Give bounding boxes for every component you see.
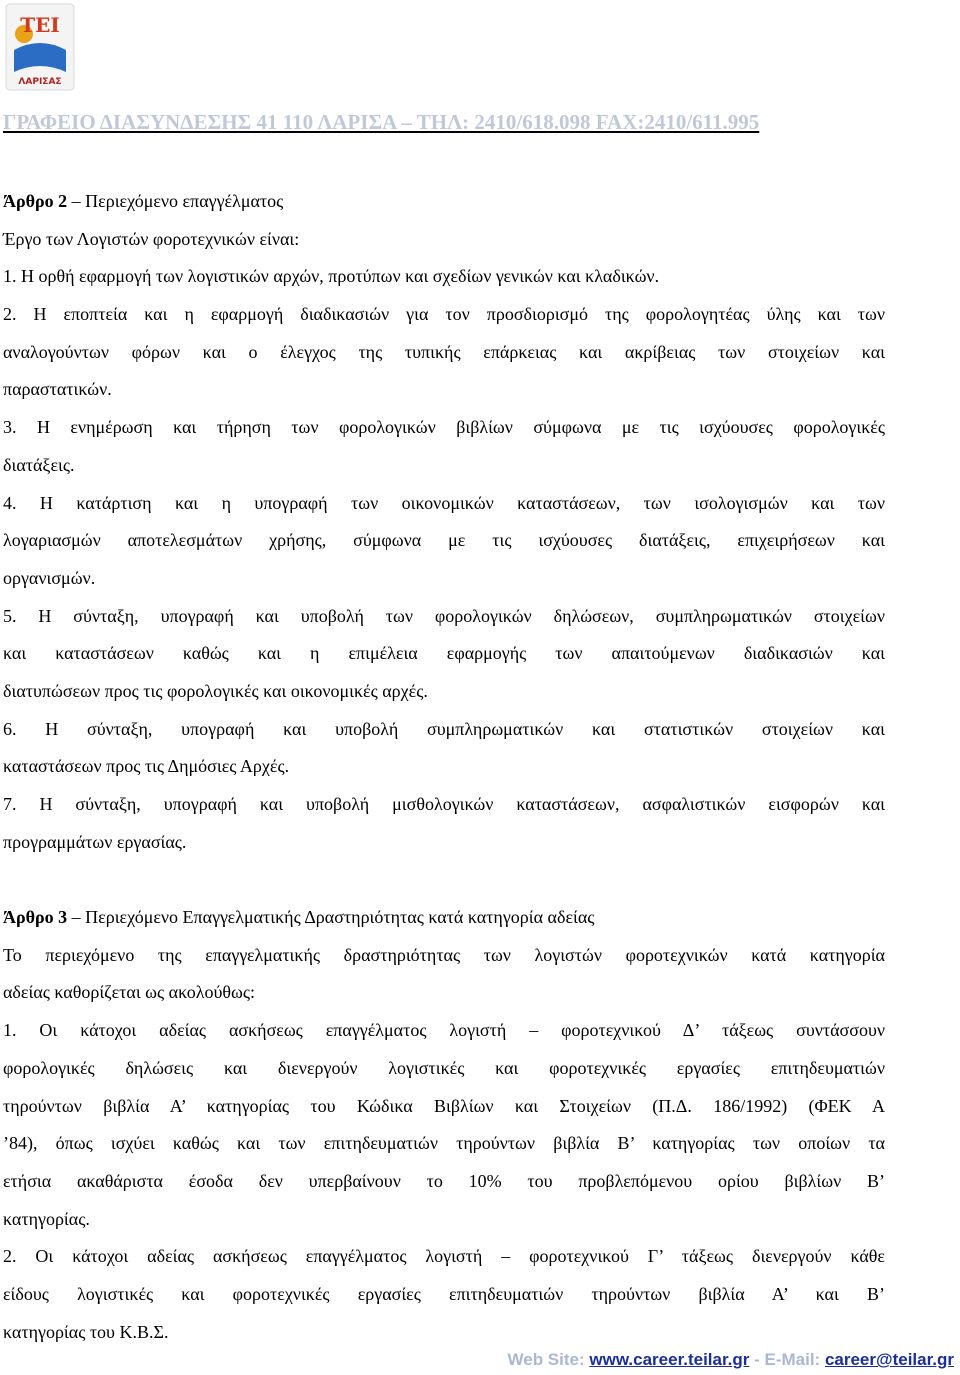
office-header: [3, 110, 953, 135]
paragraph-line: αδείας καθορίζεται ως ακολούθως:: [3, 982, 255, 1003]
paragraph-line: κατηγορίας του Κ.Β.Σ.: [3, 1321, 169, 1342]
paragraph-line: οργανισμών.: [3, 567, 96, 588]
website-label: Web Site:: [507, 1350, 590, 1369]
email-label: E-Mail:: [764, 1350, 825, 1369]
paragraph-line: παραστατικών.: [3, 379, 112, 400]
paragraph-line: 6. Η σύνταξη, υπογραφή και υποβολή συμπληρωματικών και στατιστικών στοιχείων και: [3, 718, 885, 739]
paragraph-line: είδους λογιστικές και φοροτεχνικές εργασίες επιτηδευματιών τηρούντων βιβλία Α’ και Β’: [3, 1283, 885, 1304]
paragraph-line: 7. Η σύνταξη, υπογραφή και υποβολή μισθολογικών καταστάσεων, ασφαλιστικών εισφορών και: [3, 794, 885, 814]
paragraph-line: Το περιεχόμενο της επαγγελματικής δραστηριότητας των λογιστών φοροτεχνικών κατά κατηγορία: [3, 944, 885, 965]
paragraph-line: 3. Η ενημέρωση και τήρηση των φορολογικών βιβλίων σύμφωνα με τις ισχύουσες φορολογικές: [3, 417, 885, 438]
office-header-text: ΓΡΑΦΕΙΟ ΔΙΑΣΥΝΔΕΣΗΣ 41 110 ΛΑΡΙΣΑ – ΤΗΛ: 2410/618.098 FAX:2410/611.995: [3, 110, 760, 134]
paragraph-line: και καταστάσεων καθώς και η επιμέλεια εφαρμογής των απαιτούμενων διαδικασιών και: [3, 643, 885, 664]
website-link[interactable]: www.career.teilar.gr: [589, 1350, 750, 1369]
article-2-heading: [3, 183, 885, 221]
article-2-title: – Περιεχόμενο επαγγέλματος: [67, 191, 284, 211]
email-link[interactable]: career@teilar.gr: [824, 1350, 954, 1369]
logo-label: ΛΑΡΙΣΑΣ: [18, 77, 62, 87]
logo: [4, 2, 76, 92]
paragraph-line: ετήσια ακαθάριστα έσοδα δεν υπερβαίνουν το 10% του προβλεπόμενου ορίου βιβλίων Β’: [3, 1170, 885, 1191]
footer: [508, 1350, 955, 1370]
logo-graphic: [4, 2, 76, 92]
paragraph-line: 4. Η κατάρτιση και η υπογραφή των οικονομικών καταστάσεων, των ισολογισμών και των: [3, 492, 885, 513]
svg-text:ΤΕΙ: ΤΕΙ: [20, 13, 60, 37]
article-3-number: Άρθρο 3: [3, 907, 68, 928]
footer-separator: -: [749, 1350, 765, 1369]
spacer: [3, 861, 885, 899]
paragraph-line: φορολογικές δηλώσεις και διενεργούν λογιστικές και φοροτεχνικές εργασίες επιτηδευματιών: [3, 1057, 885, 1078]
article-3-heading: [3, 899, 885, 937]
paragraph-line: 2. Οι κάτοχοι αδείας ασκήσεως επαγγέλματος λογιστή – φοροτεχνικού Γ’ τάξεως διενεργούν κάθε: [3, 1246, 885, 1267]
paragraph-line: 1. Η ορθή εφαρμογή των λογιστικών αρχών, προτύπων και σχεδίων γενικών και κλαδικών.: [3, 266, 660, 287]
paragraph-line: προγραμμάτων εργασίας.: [3, 831, 187, 852]
paragraph-line: ’84), όπως ισχύει καθώς και των επιτηδευματιών τηρούντων βιβλία Β’ κατηγορίας των οποίων τα: [3, 1133, 885, 1154]
paragraph-line: 5. Η σύνταξη, υπογραφή και υποβολή των φορολογικών δηλώσεων, συμπληρωματικών στοιχείων: [3, 605, 885, 626]
paragraph-line: διατάξεις.: [3, 454, 75, 475]
paragraph-line: 1. Οι κάτοχοι αδείας ασκήσεως επαγγέλματος λογιστή – φοροτεχνικού Δ’ τάξεως συντάσσουν: [3, 1020, 885, 1041]
article-3-title: – Περιεχόμενο Επαγγελματικής Δραστηριότητας κατά κατηγορία αδείας: [67, 907, 595, 928]
paragraph-line: 2. Η εποπτεία και η εφαρμογή διαδικασιών για τον προσδιορισμό της φορολογητέας ύλης και των: [3, 304, 885, 325]
document-body: [3, 183, 885, 1351]
paragraph-line: τηρούντων βιβλία Α’ κατηγορίας του Κώδικα Βιβλίων και Στοιχείων (Π.Δ. 186/1992) (ΦΕΚ Α: [3, 1095, 885, 1116]
paragraph-line: καταστάσεων προς τις Δημόσιες Αρχές.: [3, 756, 290, 777]
paragraph-line: λογαριασμών αποτελεσμάτων χρήσης, σύμφωνα με τις ισχύουσες διατάξεις, επιχειρήσεων και: [3, 530, 885, 551]
paragraph-line: κατηγορίας.: [3, 1208, 90, 1229]
article-2-intro: Έργο των Λογιστών φοροτεχνικών είναι:: [3, 228, 300, 249]
paragraph-line: διατυπώσεων προς τις φορολογικές και οικονομικές αρχές.: [3, 680, 428, 701]
paragraph-line: αναλογούντων φόρων και ο έλεγχος της τυπικής επάρκειας και ακρίβειας των στοιχείων και: [3, 341, 885, 362]
article-2-number: Άρθρο 2: [3, 191, 68, 211]
